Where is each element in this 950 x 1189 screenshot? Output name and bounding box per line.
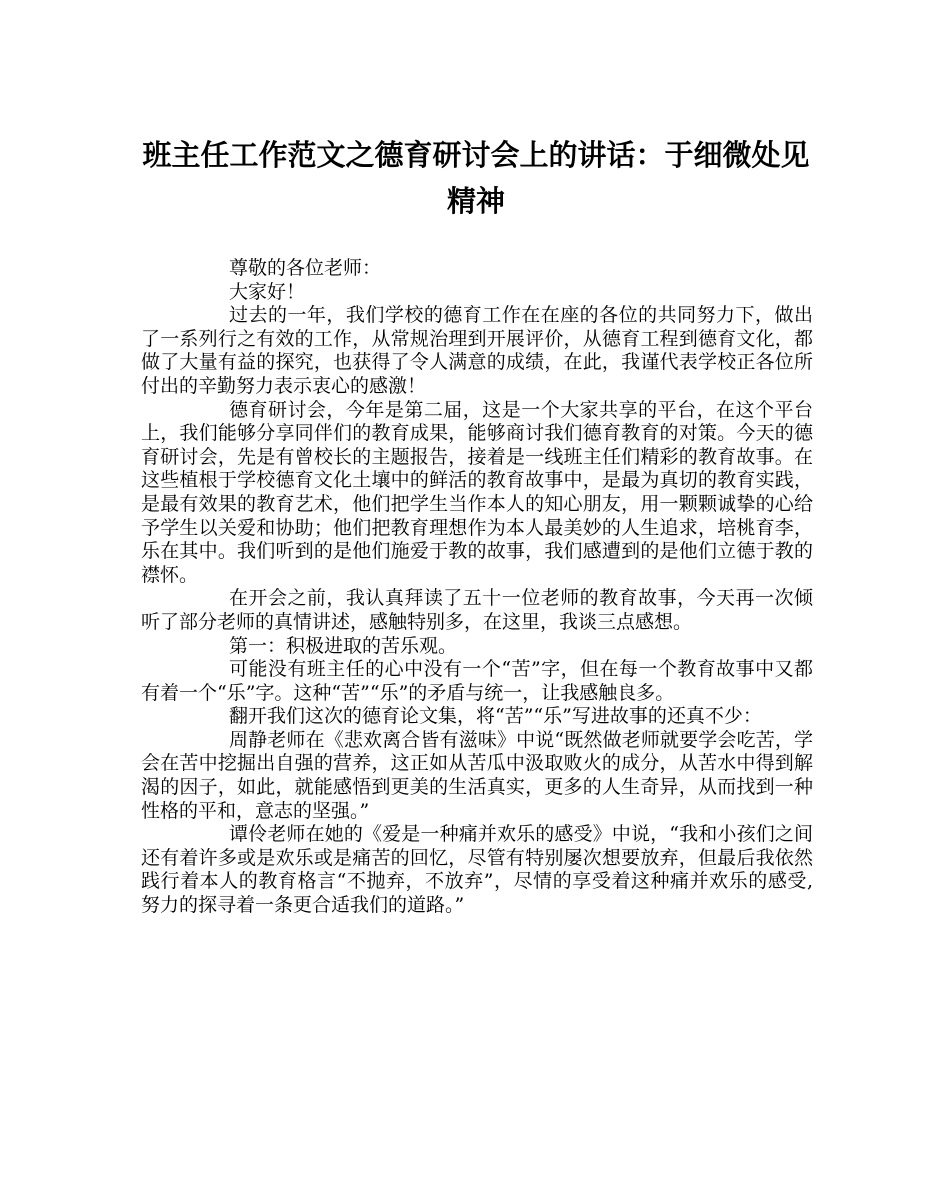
quote-paragraph: 谭伶老师在她的《爱是一种痛并欢乐的感受》中说，“我和小孩们之间还有着许多或是欢乐或是痛苦的回忆，尽管有特别屡次想要放弃，但最后我依然践行着本人的教育格言“不抛弃，不放弃”，尽情的享受着这种痛并欢乐的感受, 努力的探寻着一条更合适我们的道路。”: [141, 823, 813, 917]
body-paragraph: 在开会之前，我认真拜读了五十一位老师的教育故事，今天再一次倾听了部分老师的真情讲述，感触特别多，在这里，我谈三点感想。: [141, 587, 813, 633]
document-body: [141, 257, 813, 918]
body-paragraph: 可能没有班主任的心中没有一个“苦”字，但在每一个教育故事中又都有着一个“乐”字。这种“苦”“乐”的矛盾与统一，让我感触良多。: [141, 658, 813, 704]
document-title: 班主任工作范文之德育研讨会上的讲话：于细微处见精神: [142, 138, 810, 218]
greeting: 大家好！: [229, 280, 306, 303]
section-heading: 第一：积极进取的苦乐观。: [229, 634, 458, 657]
salutation: 尊敬的各位老师：: [229, 257, 382, 279]
quote-paragraph: 周静老师在《悲欢离合皆有滋味》中说“既然做老师就要学会吃苦，学会在苦中挖掘出自强的营养，这正如从苦瓜中汲取败火的成分，从苦水中得到解渴的因子，如此，就能感悟到更美的生活真实，更多的人生奇异，从而找到一种性格的平和，意志的坚强。”: [141, 728, 813, 822]
body-paragraph: 过去的一年，我们学校的德育工作在在座的各位的共同努力下，做出了一系列行之有效的工作，从常规治理到开展评价，从德育工程到德育文化，都做了大量有益的探究，也获得了令人满意的成绩，在此，我谨代表学校正各位所付出的辛勤努力表示衷心的感激！: [141, 304, 813, 397]
body-paragraph: 翻开我们这次的德育论文集，将“苦”“乐”写进故事的还真不少：: [229, 705, 762, 728]
body-paragraph: 德育研讨会，今年是第二届，这是一个大家共享的平台，在这个平台上，我们能够分享同伴们的教育成果，能够商讨我们德育教育的对策。今天的德育研讨会，先是有曾校长的主题报告，接着是一线班主任们精彩的教育故事。在这些植根于学校德育文化土壤中的鲜活的教育故事中，是最为真切的教育实践，是最有效果的教育艺术，他们把学生当作本人的知心朋友，用一颗颗诚挚的心给予学生以关爱和协助；他们把教育理想作为本人最美妙的人生追求，培桃育李，乐在其中。我们听到的是他们施爱于教的故事，我们感遭到的是他们立德于教的襟怀。: [141, 398, 813, 586]
